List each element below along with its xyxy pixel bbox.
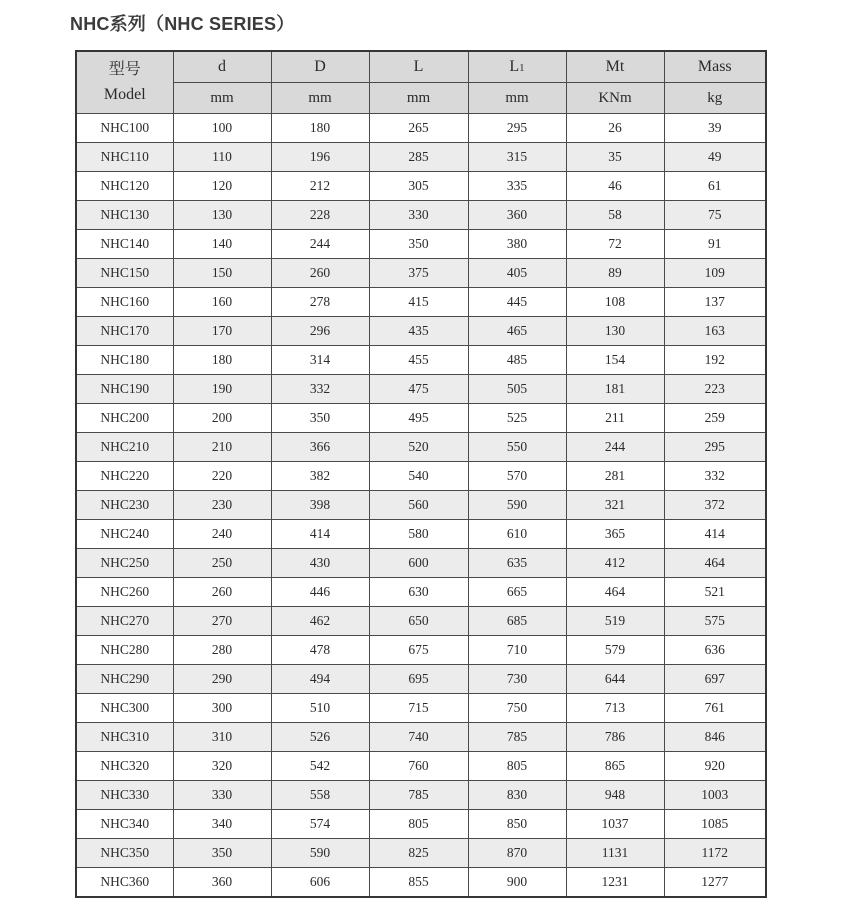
table-header (76, 51, 766, 114)
value-cell: 228 (271, 201, 369, 230)
value-cell: 290 (173, 665, 271, 694)
value-cell: 430 (271, 549, 369, 578)
value-cell: 805 (468, 752, 566, 781)
model-cell: NHC270 (76, 607, 173, 636)
table-row-nhc350 (76, 839, 766, 868)
value-cell: 320 (173, 752, 271, 781)
column-unit-d: mm (271, 83, 369, 114)
table-row-nhc200 (76, 404, 766, 433)
value-cell: 382 (271, 462, 369, 491)
table-row-nhc270 (76, 607, 766, 636)
table-row-nhc250 (76, 549, 766, 578)
value-cell: 244 (271, 230, 369, 259)
value-cell: 91 (664, 230, 766, 259)
value-cell: 870 (468, 839, 566, 868)
value-cell: 445 (468, 288, 566, 317)
value-cell: 181 (566, 375, 664, 404)
model-cell: NHC110 (76, 143, 173, 172)
value-cell: 220 (173, 462, 271, 491)
value-cell: 259 (664, 404, 766, 433)
value-cell: 785 (369, 781, 468, 810)
value-cell: 212 (271, 172, 369, 201)
value-cell: 398 (271, 491, 369, 520)
value-cell: 210 (173, 433, 271, 462)
value-cell: 574 (271, 810, 369, 839)
value-cell: 1037 (566, 810, 664, 839)
value-cell: 478 (271, 636, 369, 665)
model-cell: NHC160 (76, 288, 173, 317)
value-cell: 455 (369, 346, 468, 375)
value-cell: 180 (271, 114, 369, 143)
value-cell: 278 (271, 288, 369, 317)
table-row-nhc300 (76, 694, 766, 723)
value-cell: 365 (566, 520, 664, 549)
value-cell: 180 (173, 346, 271, 375)
value-cell: 265 (369, 114, 468, 143)
value-cell: 120 (173, 172, 271, 201)
table-row-nhc290 (76, 665, 766, 694)
model-cell: NHC300 (76, 694, 173, 723)
value-cell: 435 (369, 317, 468, 346)
value-cell: 412 (566, 549, 664, 578)
value-cell: 372 (664, 491, 766, 520)
value-cell: 464 (664, 549, 766, 578)
table-row-nhc280 (76, 636, 766, 665)
model-cell: NHC230 (76, 491, 173, 520)
column-unit-l: mm (369, 83, 468, 114)
model-cell: NHC210 (76, 433, 173, 462)
value-cell: 830 (468, 781, 566, 810)
column-header-model: 型号 Model (76, 51, 173, 114)
value-cell: 295 (468, 114, 566, 143)
value-cell: 1172 (664, 839, 766, 868)
value-cell: 160 (173, 288, 271, 317)
model-cell: NHC290 (76, 665, 173, 694)
value-cell: 1277 (664, 868, 766, 898)
value-cell: 140 (173, 230, 271, 259)
model-cell: NHC200 (76, 404, 173, 433)
value-cell: 110 (173, 143, 271, 172)
value-cell: 785 (468, 723, 566, 752)
page-title: NHC系列（NHC SERIES） (70, 14, 295, 34)
model-cell: NHC240 (76, 520, 173, 549)
value-cell: 865 (566, 752, 664, 781)
table-row-nhc130 (76, 201, 766, 230)
value-cell: 465 (468, 317, 566, 346)
value-cell: 760 (369, 752, 468, 781)
value-cell: 675 (369, 636, 468, 665)
value-cell: 1231 (566, 868, 664, 898)
value-cell: 697 (664, 665, 766, 694)
model-cell: NHC120 (76, 172, 173, 201)
value-cell: 380 (468, 230, 566, 259)
model-cell: NHC170 (76, 317, 173, 346)
value-cell: 495 (369, 404, 468, 433)
value-cell: 526 (271, 723, 369, 752)
value-cell: 855 (369, 868, 468, 898)
value-cell: 366 (271, 433, 369, 462)
table-row-nhc110 (76, 143, 766, 172)
value-cell: 150 (173, 259, 271, 288)
value-cell: 405 (468, 259, 566, 288)
value-cell: 550 (468, 433, 566, 462)
value-cell: 321 (566, 491, 664, 520)
value-cell: 130 (566, 317, 664, 346)
model-cell: NHC140 (76, 230, 173, 259)
value-cell: 305 (369, 172, 468, 201)
value-cell: 414 (664, 520, 766, 549)
value-cell: 300 (173, 694, 271, 723)
value-cell: 240 (173, 520, 271, 549)
value-cell: 786 (566, 723, 664, 752)
value-cell: 26 (566, 114, 664, 143)
value-cell: 540 (369, 462, 468, 491)
value-cell: 244 (566, 433, 664, 462)
column-header-l1: L1 (468, 51, 566, 83)
value-cell: 350 (271, 404, 369, 433)
value-cell: 281 (566, 462, 664, 491)
value-cell: 230 (173, 491, 271, 520)
value-cell: 260 (173, 578, 271, 607)
value-cell: 414 (271, 520, 369, 549)
value-cell: 1085 (664, 810, 766, 839)
model-cell: NHC360 (76, 868, 173, 898)
column-header-mt: Mt (566, 51, 664, 83)
value-cell: 72 (566, 230, 664, 259)
value-cell: 558 (271, 781, 369, 810)
value-cell: 644 (566, 665, 664, 694)
value-cell: 285 (369, 143, 468, 172)
value-cell: 730 (468, 665, 566, 694)
model-cell: NHC220 (76, 462, 173, 491)
value-cell: 190 (173, 375, 271, 404)
value-cell: 332 (271, 375, 369, 404)
table-row-nhc100 (76, 114, 766, 143)
value-cell: 475 (369, 375, 468, 404)
value-cell: 485 (468, 346, 566, 375)
value-cell: 610 (468, 520, 566, 549)
model-cell: NHC130 (76, 201, 173, 230)
value-cell: 636 (664, 636, 766, 665)
value-cell: 521 (664, 578, 766, 607)
value-cell: 948 (566, 781, 664, 810)
table-row-nhc310 (76, 723, 766, 752)
value-cell: 280 (173, 636, 271, 665)
model-cell: NHC310 (76, 723, 173, 752)
table-row-nhc230 (76, 491, 766, 520)
value-cell: 314 (271, 346, 369, 375)
value-cell: 462 (271, 607, 369, 636)
model-cell: NHC150 (76, 259, 173, 288)
model-cell: NHC330 (76, 781, 173, 810)
value-cell: 100 (173, 114, 271, 143)
table-row-nhc240 (76, 520, 766, 549)
value-cell: 58 (566, 201, 664, 230)
table-row-nhc170 (76, 317, 766, 346)
value-cell: 89 (566, 259, 664, 288)
value-cell: 635 (468, 549, 566, 578)
value-cell: 415 (369, 288, 468, 317)
table-row-nhc320 (76, 752, 766, 781)
table-row-nhc340 (76, 810, 766, 839)
table-row-nhc330 (76, 781, 766, 810)
column-header-d: d (173, 51, 271, 83)
column-header-mass: Mass (664, 51, 766, 83)
value-cell: 1131 (566, 839, 664, 868)
value-cell: 39 (664, 114, 766, 143)
value-cell: 570 (468, 462, 566, 491)
value-cell: 525 (468, 404, 566, 433)
value-cell: 750 (468, 694, 566, 723)
value-cell: 685 (468, 607, 566, 636)
table-row-nhc210 (76, 433, 766, 462)
value-cell: 375 (369, 259, 468, 288)
value-cell: 295 (664, 433, 766, 462)
value-cell: 75 (664, 201, 766, 230)
value-cell: 606 (271, 868, 369, 898)
value-cell: 464 (566, 578, 664, 607)
value-cell: 330 (173, 781, 271, 810)
value-cell: 108 (566, 288, 664, 317)
table-row-nhc160 (76, 288, 766, 317)
model-cell: NHC190 (76, 375, 173, 404)
value-cell: 600 (369, 549, 468, 578)
value-cell: 340 (173, 810, 271, 839)
column-unit-mt: KNm (566, 83, 664, 114)
value-cell: 900 (468, 868, 566, 898)
value-cell: 650 (369, 607, 468, 636)
value-cell: 590 (271, 839, 369, 868)
value-cell: 715 (369, 694, 468, 723)
value-cell: 315 (468, 143, 566, 172)
value-cell: 695 (369, 665, 468, 694)
value-cell: 542 (271, 752, 369, 781)
value-cell: 109 (664, 259, 766, 288)
spec-table (75, 50, 767, 898)
table-body (76, 114, 766, 898)
value-cell: 154 (566, 346, 664, 375)
column-unit-mass: kg (664, 83, 766, 114)
value-cell: 335 (468, 172, 566, 201)
model-cell: NHC250 (76, 549, 173, 578)
value-cell: 360 (173, 868, 271, 898)
value-cell: 580 (369, 520, 468, 549)
value-cell: 665 (468, 578, 566, 607)
value-cell: 446 (271, 578, 369, 607)
value-cell: 211 (566, 404, 664, 433)
value-cell: 250 (173, 549, 271, 578)
value-cell: 260 (271, 259, 369, 288)
value-cell: 713 (566, 694, 664, 723)
column-unit-l1: mm (468, 83, 566, 114)
value-cell: 579 (566, 636, 664, 665)
table-row-nhc150 (76, 259, 766, 288)
table-row-nhc360 (76, 868, 766, 898)
value-cell: 630 (369, 578, 468, 607)
table-row-nhc190 (76, 375, 766, 404)
model-cell: NHC340 (76, 810, 173, 839)
value-cell: 350 (369, 230, 468, 259)
value-cell: 49 (664, 143, 766, 172)
value-cell: 192 (664, 346, 766, 375)
value-cell: 35 (566, 143, 664, 172)
value-cell: 46 (566, 172, 664, 201)
value-cell: 360 (468, 201, 566, 230)
value-cell: 200 (173, 404, 271, 433)
value-cell: 170 (173, 317, 271, 346)
value-cell: 590 (468, 491, 566, 520)
column-header-subscript: 1 (519, 62, 525, 74)
value-cell: 850 (468, 810, 566, 839)
value-cell: 920 (664, 752, 766, 781)
column-unit-d: mm (173, 83, 271, 114)
value-cell: 505 (468, 375, 566, 404)
model-cell: NHC260 (76, 578, 173, 607)
value-cell: 575 (664, 607, 766, 636)
value-cell: 130 (173, 201, 271, 230)
value-cell: 761 (664, 694, 766, 723)
column-header-l: L (369, 51, 468, 83)
table-row-nhc180 (76, 346, 766, 375)
value-cell: 196 (271, 143, 369, 172)
value-cell: 1003 (664, 781, 766, 810)
value-cell: 740 (369, 723, 468, 752)
value-cell: 825 (369, 839, 468, 868)
model-cell: NHC280 (76, 636, 173, 665)
value-cell: 710 (468, 636, 566, 665)
model-cell: NHC100 (76, 114, 173, 143)
value-cell: 350 (173, 839, 271, 868)
value-cell: 310 (173, 723, 271, 752)
value-cell: 520 (369, 433, 468, 462)
value-cell: 805 (369, 810, 468, 839)
value-cell: 270 (173, 607, 271, 636)
model-cell: NHC320 (76, 752, 173, 781)
model-cell: NHC350 (76, 839, 173, 868)
value-cell: 137 (664, 288, 766, 317)
value-cell: 494 (271, 665, 369, 694)
model-cell: NHC180 (76, 346, 173, 375)
value-cell: 296 (271, 317, 369, 346)
value-cell: 330 (369, 201, 468, 230)
value-cell: 223 (664, 375, 766, 404)
value-cell: 519 (566, 607, 664, 636)
table-row-nhc120 (76, 172, 766, 201)
value-cell: 332 (664, 462, 766, 491)
column-header-d: D (271, 51, 369, 83)
value-cell: 61 (664, 172, 766, 201)
value-cell: 510 (271, 694, 369, 723)
table-row-nhc260 (76, 578, 766, 607)
value-cell: 163 (664, 317, 766, 346)
value-cell: 846 (664, 723, 766, 752)
table-row-nhc140 (76, 230, 766, 259)
value-cell: 560 (369, 491, 468, 520)
table-row-nhc220 (76, 462, 766, 491)
